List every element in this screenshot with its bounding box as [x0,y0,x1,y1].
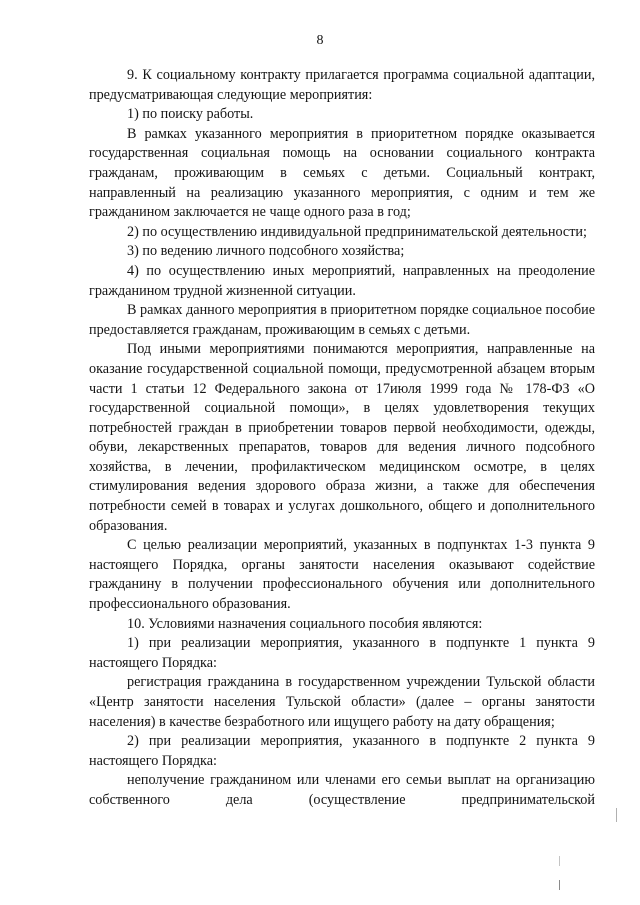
paragraph-condition-1: 1) при реализации мероприятия, указанного в подпункте 1 пункта 9 настоящего Порядка: [89,635,595,671]
paragraph-condition-1-details: регистрация гражданина в государственном учреждении Тульской области «Центр занятости населения Тульской области» (далее – органы занятости населения) в качестве безработного или ищущего работу на дату обращения; [89,674,595,730]
scan-mark [559,880,560,890]
paragraph-condition-2: 2) при реализации мероприятия, указанного в подпункте 2 пункта 9 настоящего Порядка: [89,733,595,769]
paragraph-item-4-details: В рамках данного мероприятия в приоритетном порядке социальное пособие предоставляется гражданам, проживающим в семьях с детьми. [89,302,595,338]
paragraph-item-4: 4) по осуществлению иных мероприятий, направленных на преодоление гражданином трудной жизненной ситуации. [89,262,595,299]
paragraph-employment-support: С целью реализации мероприятий, указанных в подпунктах 1-3 пункта 9 настоящего Порядка, органы занятости населения оказывают содействие гражданину в получении профессионального обучения или дополнительного профессионального образования. [89,537,595,613]
paragraph-item-3: 3) по ведению личного подсобного хозяйства; [127,243,405,260]
paragraph-condition-2-details: неполучение гражданином или членами его семьи выплат на организацию собственного дела (осуществление предпринимательской [89,772,595,808]
scan-mark [616,808,617,822]
paragraph-item-2: 2) по осуществлению индивидуальной предпринимательской деятельности; [127,223,587,240]
paragraph-9-intro: 9. К социальному контракту прилагается программа социальной адаптации, предусматривающая следующие мероприятия: [89,67,595,103]
scan-mark [559,856,560,866]
paragraph-item-1: 1) по поиску работы. [127,106,254,123]
paragraph-10-intro: 10. Условиями назначения социального пособия являются: [127,615,483,632]
page-number: 8 [316,33,324,48]
paragraph-item-1-details: В рамках указанного мероприятия в приоритетном порядке оказывается государственная социальная помощь на основании социального контракта гражданам, проживающим в семьях с детьми. Социальный контракт, направленный на реализацию указанного мероприятия, с одним и тем же гражданином заключается не чаще одного раза в год; [89,125,595,221]
paragraph-other-measures: Под иными мероприятиями понимаются мероприятия, направленные на оказание государственной социальной помощи, предусмотренной абзацем вторым части 1 статьи 12 Федерального закона от 17июля 1999 года № 178-ФЗ «О государственной социальной помощи», в целях удовлетворения текущих потребностей граждан в приобретении товаров первой необходимости, одежды, обуви, лекарственных препаратов, товаров для ведения личного подсобного хозяйства, в лечении, профилактическом медицинском осмотре, в целях стимулирования ведения здорового образа жизни, а также для обеспечения потребности семей в товарах и услугах дошкольного, общего и дополнительного образования. [89,341,595,534]
document-body [89,66,595,811]
